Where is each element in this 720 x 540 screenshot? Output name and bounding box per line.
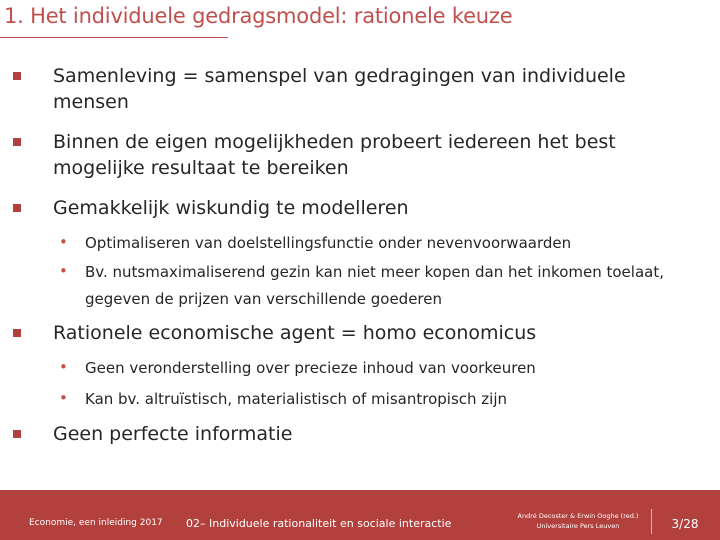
bullet-text: Samenleving = samenspel van gedragingen van individuele mensen <box>53 65 626 113</box>
dot-bullet-icon: • <box>59 389 68 407</box>
square-bullet-icon <box>13 204 21 212</box>
square-bullet-icon <box>13 430 21 438</box>
footer-publisher-line: Universitaire Pers Leuven <box>536 522 620 530</box>
page-number: 3/28 <box>671 517 699 531</box>
bullet-text: Geen perfecte informatie <box>53 423 293 445</box>
title-underline <box>0 37 228 38</box>
bullet-text: Gemakkelijk wiskundig te modelleren <box>53 197 409 219</box>
dot-bullet-icon: • <box>59 233 68 251</box>
square-bullet-icon <box>13 138 21 146</box>
dot-bullet-icon: • <box>59 262 68 280</box>
sub-bullet-text: Optimaliseren van doelstellingsfunctie onder nevenvoorwaarden <box>85 234 572 252</box>
square-bullet-icon <box>13 329 21 337</box>
bullet-text: Rationele economische agent = homo economicus <box>53 322 537 344</box>
slide-title: 1. Het individuele gedragsmodel: rationele keuze <box>4 4 513 28</box>
dot-bullet-icon: • <box>59 358 68 376</box>
sub-bullet-text: Kan bv. altruïstisch, materialistisch of misantropisch zijn <box>85 390 507 408</box>
footer-chapter: 02– Individuele rationaliteit en sociale interactie <box>186 517 452 530</box>
sub-bullet-text: Geen veronderstelling over precieze inhoud van voorkeuren <box>85 359 536 377</box>
square-bullet-icon <box>13 72 21 80</box>
footer-authors <box>510 511 646 531</box>
bullet-text: Binnen de eigen mogelijkheden probeert iedereen het best mogelijke resultaat te bereiken <box>53 131 616 179</box>
footer-divider <box>651 509 652 534</box>
sub-bullet-text: Bv. nutsmaximaliserend gezin kan niet meer kopen dan het inkomen toelaat, gegeven de prijzen van verschillende goederen <box>85 263 664 308</box>
footer-book-title: Economie, een inleiding 2017 <box>29 518 163 528</box>
footer-authors-line: André Decoster & Erwin Ooghe (red.) <box>517 512 639 520</box>
